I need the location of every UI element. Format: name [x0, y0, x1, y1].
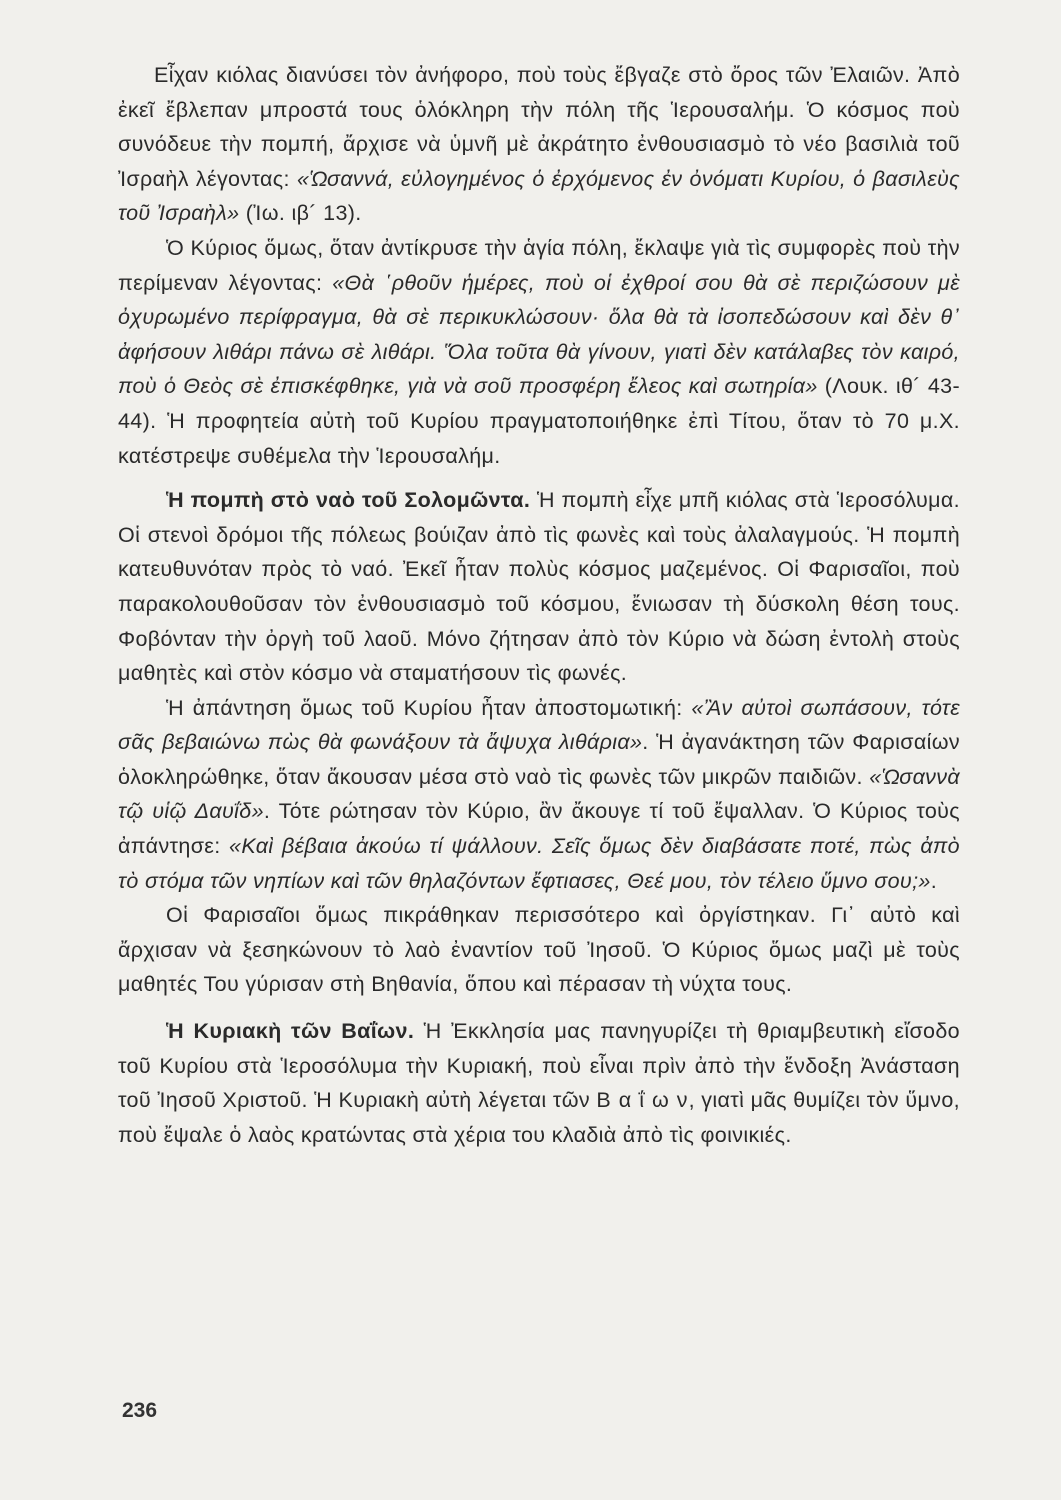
paragraph-2 [118, 231, 960, 473]
paragraph-text: (Ἰω. ιβ´ 13). [239, 201, 362, 226]
paragraph-text: Β α ΐ ω ν [596, 1088, 689, 1113]
section-heading: Ἡ πομπὴ στὸ ναὸ τοῦ Σολομῶντα. [166, 488, 531, 513]
paragraph-text: Εἶχαν κιόλας διανύσει τὸν ἀνήφορο, ποὺ τοὺς ἔβγαζε στὸ ὄρος τῶν Ἐλαιῶν. Ἀπὸ ἐκεῖ ἔβλεπαν μπροστά τους ὁλόκληρη τὴν πόλη τῆς Ἱερουσαλήμ. Ὁ κόσμος ποὺ συνόδευε τὴν πομπή, ἄρχισε νὰ ὑμνῆ μὲ ἀκράτητο ἐνθουσιασμὸ τὸ νέο βασιλιὰ τοῦ Ἰσραὴλ λέγοντας: [118, 63, 960, 191]
paragraph-1 [118, 58, 960, 231]
paragraph-5 [118, 898, 960, 1002]
section-heading: Ἡ Κυριακὴ τῶν Βαΐων. [166, 1019, 415, 1044]
paragraph-text: Ἡ ἀπάντηση ὅμως τοῦ Κυρίου ἦταν ἀποστομωτική: [166, 695, 692, 720]
paragraph-text: Ὁ Κύριος ὅμως, ὅταν ἀντίκρυσε τὴν ἁγία πόλη, ἔκλαψε γιὰ τὶς συμφορὲς ποὺ τὴν περίμεναν λέγοντας: [118, 235, 960, 295]
paragraph-text: Οἱ Φαρισαῖοι ὅμως πικράθηκαν περισσότερο καὶ ὀργίστηκαν. Γι᾽ αὐτὸ καὶ ἄρχισαν νὰ ξεσηκώνουν τὸ λαὸ ἐναντίον τοῦ Ἰησοῦ. Ὁ Κύριος ὅμως μαζὶ μὲ τοὺς μαθητές Του γύρισαν στὴ Βηθανία, ὅπου καὶ πέρασαν τὴ νύχτα τους. [118, 903, 960, 997]
quotation-text: «Ὡσαννά, εὐλογημένος ὁ ἐρχόμενος ἐν ὀνόματι Κυρίου, ὁ βασιλεὺς τοῦ Ἰσραὴλ» [118, 166, 960, 226]
body-text [118, 58, 960, 1152]
paragraph-text: (Λουκ. ιθ´ 43-44). Ἡ προφητεία αὐτὴ τοῦ Κυρίου πραγματοποιήθηκε ἐπὶ Τίτου, ὅταν τὸ 70 μ.Χ. κατέστρεψε συθέμελα τὴν Ἱερουσαλήμ. [118, 374, 960, 468]
paragraph-4 [118, 691, 960, 899]
paragraph-text: Ἡ Ἐκκλησία μας πανηγυρίζει τὴ θριαμβευτικὴ εἴσοδο τοῦ Κυρίου στὰ Ἱεροσόλυμα τὴν Κυριακή, ποὺ εἶναι πρὶν ἀπὸ τὴν ἔνδοξη Ἀνάσταση τοῦ Ἰησοῦ Χριστοῦ. Ἡ Κυριακὴ αὐτὴ λέγεται τῶν [118, 1019, 960, 1113]
paragraph-text: . Τότε ρώτησαν τὸν Κύριο, ἂν ἄκουγε τί τοῦ ἔψαλλαν. Ὁ Κύριος τοὺς ἀπάντησε: [118, 799, 960, 859]
paragraph-section-procession [118, 483, 960, 691]
paragraph-text: . Ἡ ἀγανάκτηση τῶν Φαρισαίων ὁλοκληρώθηκε, ὅταν ἄκουσαν μέσα στὸ ναὸ τὶς φωνὲς τῶν μικρῶν παιδιῶν. [118, 730, 960, 789]
page-number: 236 [122, 1399, 158, 1422]
paragraph-text: , γιατὶ μᾶς θυμίζει τὸν ὕμνο, ποὺ ἔψαλε ὁ λαὸς κρατώντας στὰ χέρια του κλαδιὰ ἀπὸ τὶς φοινικιές. [118, 1088, 960, 1147]
quotation-text: «Ὡσαννὰ τῷ υἱῷ Δαυΐδ» [118, 764, 960, 824]
quotation-text: «Ἂν αὐτοὶ σωπάσουν, τότε σᾶς βεβαιώνω πὼς θὰ φωνάξουν τὰ ἄψυχα λιθάρια» [118, 695, 960, 755]
quotation-text: «Θὰ ῾ρθοῦν ἡμέρες, ποὺ οἱ ἐχθροί σου θὰ σὲ περιζώσουν μὲ ὀχυρωμένο περίφραγμα, θὰ σὲ περικυκλώσουν· ὅλα θὰ τὰ ἰσοπεδώσουν καὶ δὲν θ᾽ ἀφήσουν λιθάρι πάνω σὲ λιθάρι. Ὅλα τοῦτα θὰ γίνουν, γιατὶ δὲν κατάλαβες τὸν καιρό, ποὺ ὁ Θεὸς σὲ ἐπισκέφθηκε, γιὰ νὰ σοῦ προσφέρη ἔλεος καὶ σωτηρία» [118, 270, 960, 399]
paragraph-text: Ἡ πομπὴ εἶχε μπῆ κιόλας στὰ Ἱεροσόλυμα. Οἱ στενοὶ δρόμοι τῆς πόλεως βούιζαν ἀπὸ τὶς φωνὲς καὶ τοὺς ἀλαλαγμούς. Ἡ πομπὴ κατευθυνόταν πρὸς τὸ ναό. Ἐκεῖ ἦταν πολὺς κόσμος μαζεμένος. Οἱ Φαρισαῖοι, ποὺ παρακολουθοῦσαν τὸν ἐνθουσιασμὸ τοῦ κόσμου, ἔνιωσαν τὴ δύσκολη θέση τους. Φοβόνταν τὴν ὀργὴ τοῦ λαοῦ. Μόνο ζήτησαν ἀπὸ τὸν Κύριο νὰ δώση ἐντολὴ στοὺς μαθητὲς καὶ στὸν κόσμο νὰ σταματήσουν τὶς φωνές. [118, 488, 960, 686]
quotation-text: «Καὶ βέβαια ἀκούω τί ψάλλουν. Σεῖς ὅμως δὲν διαβάσατε ποτέ, πὼς ἀπὸ τὸ στόμα τῶν νηπίων καὶ τῶν θηλαζόντων ἔφτιασες, Θεέ μου, τὸν τέλειο ὕμνο σου;» [118, 834, 960, 893]
paragraph-section-palm-sunday [118, 1014, 960, 1152]
paragraph-text: . [930, 868, 938, 893]
